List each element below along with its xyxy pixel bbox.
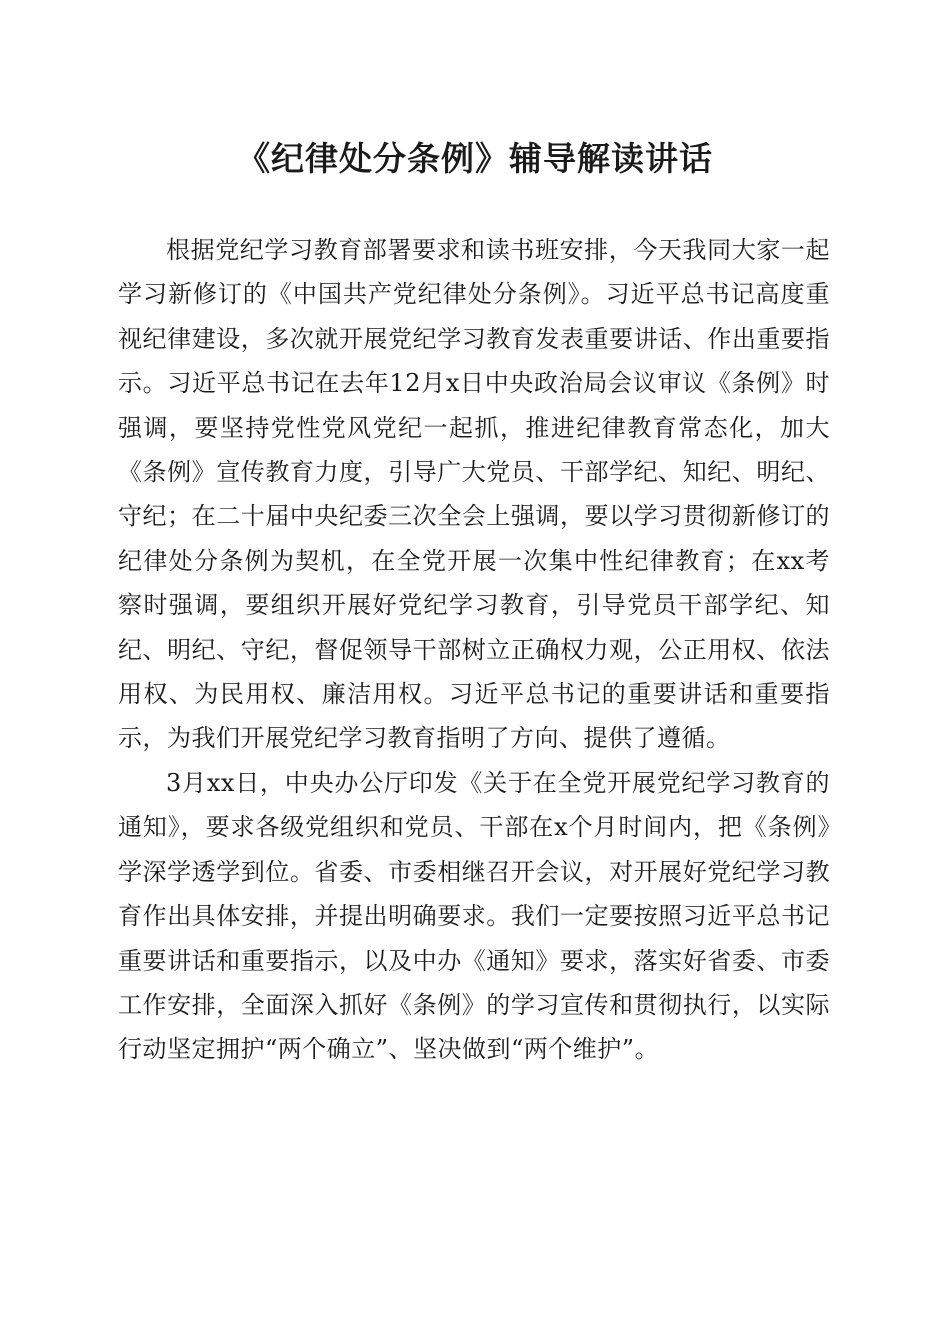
paragraph-1: 根据党纪学习教育部署要求和读书班安排，今天我同大家一起学习新修订的《中国共产党纪律处分条例》。习近平总书记高度重视纪律建设，多次就开展党纪学习教育发表重要讲话、作出重要指示。习近平总书记在去年12月x日中央政治局会议审议《条例》时强调，要坚持党性党风党纪一起抓，推进纪律教育常态化，加大《条例》宣传教育力度，引导广大党员、干部学纪、知纪、明纪、守纪；在二十届中央纪委三次全会上强调，要以学习贯彻新修订的纪律处分条例为契机，在全党开展一次集中性纪律教育；在xx考察时强调，要组织开展好党纪学习教育，引导党员干部学纪、知纪、明纪、守纪，督促领导干部树立正确权力观，公正用权、依法用权、为民用权、廉洁用权。习近平总书记的重要讲话和重要指示，为我们开展党纪学习教育指明了方向、提供了遵循。 — [118, 236, 830, 753]
paragraph-2: 3月xx日，中央办公厅印发《关于在全党开展党纪学习教育的通知》，要求各级党组织和党员、干部在x个月时间内，把《条例》学深学透学到位。省委、市委相继召开会议，对开展好党纪学习教育作出具体安排，并提出明确要求。我们一定要按照习近平总书记重要讲话和重要指示，以及中办《通知》要求，落实好省委、市委工作安排，全面深入抓好《条例》的学习宣传和贯彻执行，以实际行动坚定拥护“两个确立”、坚决做到“两个维护”。 — [118, 768, 830, 1064]
document-body — [118, 228, 830, 1072]
document-title: 《纪律处分条例》辅导解读讲话 — [237, 139, 713, 178]
